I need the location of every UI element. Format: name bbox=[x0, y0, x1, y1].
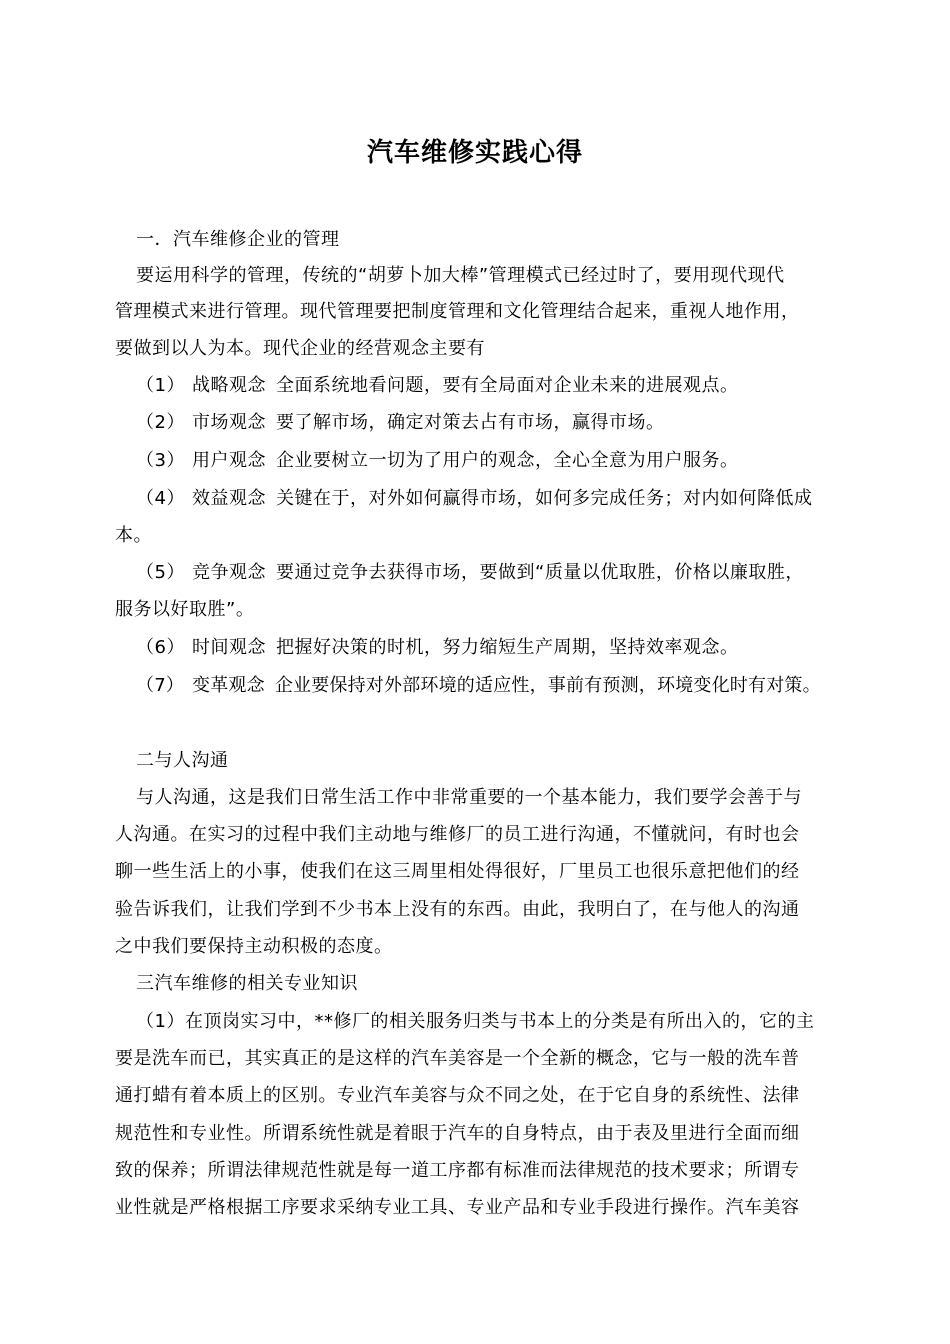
list-item-text: 把握好决策的时机，努力缩短生产周期，坚持效率观念。 bbox=[276, 637, 739, 658]
paragraph-line: 验告诉我们，让我们学到不少书本上没有的东西。由此，我明白了，在与他人的沟通 bbox=[115, 899, 800, 920]
list-item bbox=[136, 636, 739, 660]
list-item bbox=[136, 374, 739, 398]
paragraph-line: 要运用科学的管理，传统的“胡萝卜加大棒”管理模式已经过时了，要用现代现代 bbox=[136, 265, 785, 286]
paragraph-line: 规范性和专业性。所谓系统性就是着眼于汽车的自身特点，由于表及里进行全面而细 bbox=[115, 1123, 800, 1144]
list-item-continuation: 本。 bbox=[115, 525, 152, 546]
list-item-continuation: 服务以好取胜”。 bbox=[115, 599, 255, 620]
paragraph-line: 人沟通。在实习的过程中我们主动地与维修厂的员工进行沟通，不懂就问，有时也会 bbox=[115, 824, 800, 845]
paragraph-line: 与人沟通，这是我们日常生活工作中非常重要的一个基本能力，我们要学会善于与 bbox=[136, 787, 802, 808]
paragraph-line: 要做到以人为本。现代企业的经营观念主要有 bbox=[115, 338, 485, 359]
list-item-text: 要通过竞争去获得市场，要做到“质量以优取胜，价格以廉取胜， bbox=[276, 562, 804, 583]
list-item-number: （3） bbox=[136, 450, 185, 471]
section-1-heading: 一．汽车维修企业的管理 bbox=[136, 229, 340, 250]
list-item bbox=[136, 411, 665, 435]
list-item-term: 用户观念 bbox=[192, 450, 266, 471]
list-item-term: 市场观念 bbox=[192, 412, 266, 433]
paragraph-line: 致的保养；所谓法律规范性就是每一道工序都有标准而法律规范的技术要求；所谓专 bbox=[115, 1160, 800, 1181]
list-item bbox=[136, 561, 804, 585]
list-item-number: （1） bbox=[136, 375, 185, 396]
list-item-term: 时间观念 bbox=[192, 637, 266, 658]
list-item-term: 变革观念 bbox=[192, 675, 265, 696]
paragraph-line: 业性就是严格根据工序要求采纳专业工具、专业产品和专业手段进行操作。汽车美容 bbox=[115, 1197, 800, 1218]
list-item-term: 效益观念 bbox=[192, 488, 266, 509]
list-item-number: （4） bbox=[136, 488, 185, 509]
list-item bbox=[136, 487, 813, 511]
paragraph-line: 管理模式来进行管理。现代管理要把制度管理和文化管理结合起来，重视人地作用， bbox=[115, 301, 800, 322]
list-item bbox=[136, 449, 739, 473]
document-title: 汽车维修实践心得 bbox=[366, 138, 583, 168]
list-item-number: （7） bbox=[136, 675, 185, 696]
paragraph-line: 要是洗车而已，其实真正的是这样的汽车美容是一个全新的概念，它与一般的洗车普 bbox=[115, 1048, 800, 1069]
paragraph-line: 通打蜡有着本质上的区别。专业汽车美容与众不同之处，在于它自身的系统性、法律 bbox=[115, 1085, 800, 1106]
list-item-term: 战略观念 bbox=[192, 375, 266, 396]
list-item-text: 关键在于，对外如何赢得市场，如何多完成任务；对内如何降低成 bbox=[276, 488, 813, 509]
paragraph-line: 聊一些生活上的小事，使我们在这三周里相处得很好，厂里员工也很乐意把他们的经 bbox=[115, 861, 800, 882]
list-item bbox=[136, 674, 821, 698]
paragraph-line: （1）在顶岗实习中，**修厂的相关服务归类与书本上的分类是有所出入的，它的主 bbox=[136, 1011, 815, 1032]
list-item-term: 竞争观念 bbox=[192, 562, 266, 583]
list-item-number: （5） bbox=[136, 562, 185, 583]
section-2-heading: 二与人沟通 bbox=[136, 750, 229, 771]
list-item-number: （6） bbox=[136, 637, 185, 658]
list-item-text: 企业要保持对外部环境的适应性，事前有预测，环境变化时有对策。 bbox=[274, 675, 821, 696]
list-item-text: 要了解市场，确定对策去占有市场，赢得市场。 bbox=[276, 412, 665, 433]
list-item-text: 全面系统地看问题，要有全局面对企业未来的进展观点。 bbox=[276, 375, 739, 396]
list-item-text: 企业要树立一切为了用户的观念，全心全意为用户服务。 bbox=[276, 450, 739, 471]
list-item-number: （2） bbox=[136, 412, 185, 433]
paragraph-line: 之中我们要保持主动积极的态度。 bbox=[115, 936, 393, 957]
section-3-heading: 三汽车维修的相关专业知识 bbox=[136, 973, 358, 994]
